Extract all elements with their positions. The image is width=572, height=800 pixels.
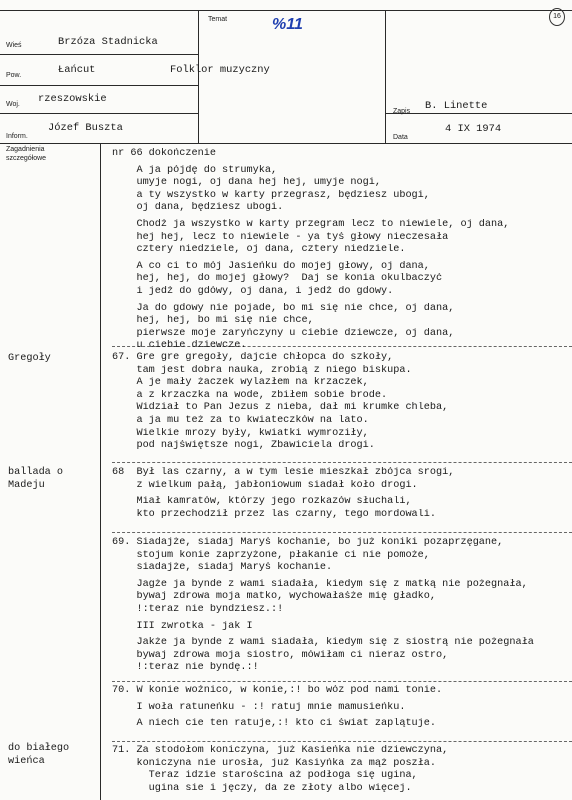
woj-label: Woj. (6, 101, 20, 108)
song-entry-70 (112, 685, 568, 731)
zapis-label: Zapis (393, 108, 411, 115)
song-entry-66 (112, 148, 568, 353)
header-left-row-line (0, 54, 198, 55)
header-left-row-line (0, 85, 198, 86)
text-line: hej hej, lecz to niewiele - ya tyś głowy nieczesała (112, 231, 449, 243)
text-line: 67. Gre gre gregoły, dajcie chłopca do szkoły, (112, 352, 394, 363)
text-line: pod najświętsze nogi, Zbawiciela drogi. (112, 440, 375, 452)
text-line: 70. W konie woźnico, w konie,:! bo wóz pod nami tonie. (112, 685, 443, 696)
wies-value: Brzóza Stadnicka (58, 36, 158, 48)
text-line: tam jest dobra nauka, zrobią z niego biskupa. (112, 364, 412, 376)
subject-ballada: ballada o Madeju (8, 467, 64, 491)
text-line: A ja pójdę do strumyka, (112, 164, 278, 176)
text-line: III zwrotka - jak I (112, 620, 253, 632)
subject-wianca: do białego wieńca (8, 743, 70, 767)
header-divider-left (198, 10, 199, 143)
page-number-circle: 16 (549, 8, 565, 26)
text-line: u ciebie dziewcze. (112, 340, 247, 352)
text-line: umyje nogi, oj dana hej hej, umyje nogi, (112, 177, 381, 189)
wies-label: Wieś (6, 42, 22, 49)
text-line: Widział to Pan Jezus z nieba, dał mi krumke chleba, (112, 402, 449, 414)
text-line: 68 Był las czarny, a w tym lesie mieszkał zbójca srogi, (112, 467, 455, 478)
entry-separator (112, 681, 572, 683)
text-line: cztery niedziele, oj dana, cztery niedziele. (112, 244, 406, 256)
text-line: oj dana, będziesz ubogi. (112, 202, 284, 214)
zapis-value: B. Linette (425, 100, 488, 112)
zagadnienia-label: Zagadnienia (6, 146, 45, 153)
entry-separator (112, 532, 572, 534)
header-right-row-line (385, 113, 572, 114)
text-line: A co ci to mój Jasieńku do mojej głowy, oj dana, (112, 260, 430, 272)
text-line: a z krzaczka na wode, zbiłem sobie brode. (112, 389, 388, 401)
data-value: 4 IX 1974 (445, 123, 502, 135)
text-line: Jakże ja bynde z wami siadała, kiedym się z siostrą nie pożegnała (112, 637, 534, 649)
song-entry-69 (112, 537, 568, 675)
szczegolowe-label: szczegółowe (6, 155, 47, 162)
inform-label: Inform. (6, 133, 28, 140)
text-line: stojum konie zaprzyżone, płakanie ci nie pomoże, (112, 549, 430, 561)
handwritten-archive-number: %11 (272, 16, 303, 33)
subject-gregoly: Gregoły (8, 353, 51, 364)
text-line: Jagże ja bynde z wami siadała, kiedym się z matką nie pożegnała, (112, 578, 528, 590)
entry-separator (112, 741, 572, 743)
powiat-label: Pow. (6, 72, 22, 79)
data-label: Data (393, 134, 408, 141)
text-line: !:teraz nie byndziesz.:! (112, 603, 284, 615)
text-line: bywaj zdrowa moja siostro, mówiłam ci nieraz ostro, (112, 649, 449, 661)
text-line: siadajże, siadaj Maryś kochanie. (112, 562, 333, 574)
text-line: Wielkie mrozy były, kwiatki wymroziły, (112, 427, 369, 439)
text-line: 71. Za stodołom koniczyna, już Kasieńka nie dziewczyna, (112, 745, 449, 756)
powiat-value: Łańcut (58, 64, 96, 76)
text-line: A niech cie ten ratuje,:! kto ci świat zaplątuje. (112, 718, 437, 730)
song-entry-68 (112, 467, 568, 521)
text-line: z wielkum pałą, jabłoniowum siadał koło drogi. (112, 479, 418, 491)
song-entry-71 (112, 745, 568, 795)
subject-column-divider (100, 143, 101, 800)
header-bottom-border (0, 143, 572, 144)
text-line: A je mały żaczek wylazłem na krzaczek, (112, 377, 369, 389)
text-line: I woła ratuneńku - :! ratuj mnie mamusieńku. (112, 701, 406, 713)
temat-value: Folklor muzyczny (170, 64, 270, 76)
text-line: pierwsze moje zaryńczyny u ciebie dziewcze, oj dana, (112, 327, 455, 339)
entry-separator (112, 462, 572, 464)
text-line: a ty wszystko w karty przegrasz, będziesz ubogi, (112, 189, 430, 201)
text-line: koniczyna nie urosła, już Kasiyńka za mąż poszła. (112, 757, 437, 769)
text-line: Teraz idzie starościna aż podłoga się ugina, (112, 770, 418, 782)
header-divider-right (385, 10, 386, 143)
text-line: a ja mu też za to kwiateczków na lato. (112, 414, 369, 426)
text-line: i jedź do gdówy, oj dana, i jedź do gdowy. (112, 285, 394, 297)
text-line: hej, hej, do mojej głowy? Daj se konia okulbaczyć (112, 273, 443, 285)
text-line: !:teraz nie byndę.:! (112, 662, 259, 674)
temat-label: Temat (208, 16, 228, 23)
text-line: Chodź ja wszystko w karty przegram lecz to niewiele, oj dana, (112, 218, 510, 230)
text-line: 69. Siadajże, siadaj Maryś kochanie, bo już koniki pozaprzęgane, (112, 537, 504, 548)
header-top-border (0, 10, 572, 11)
text-line: hej, hej, bo mi się nie chce, (112, 315, 314, 327)
inform-value: Józef Buszta (48, 122, 123, 134)
song-entry-67 (112, 352, 568, 453)
text-line: ugina sie i jęczy, da ze złoty albo więcej. (112, 782, 412, 794)
text-line: bywaj zdrowa moja matko, wychowałaśże mię gładko, (112, 591, 437, 603)
text-line: kto przechodził przez las czarny, tego mordowali. (112, 508, 437, 520)
text-line: Ja do gdowy nie pojade, bo mi się nie chce, oj dana, (112, 302, 455, 314)
woj-value: rzeszowskie (38, 93, 107, 105)
text-line: nr 66 dokończenie (112, 148, 216, 159)
header-left-row-line (0, 113, 198, 114)
text-line: Miał kamratów, którzy jego rozkazów słuchali, (112, 496, 412, 508)
